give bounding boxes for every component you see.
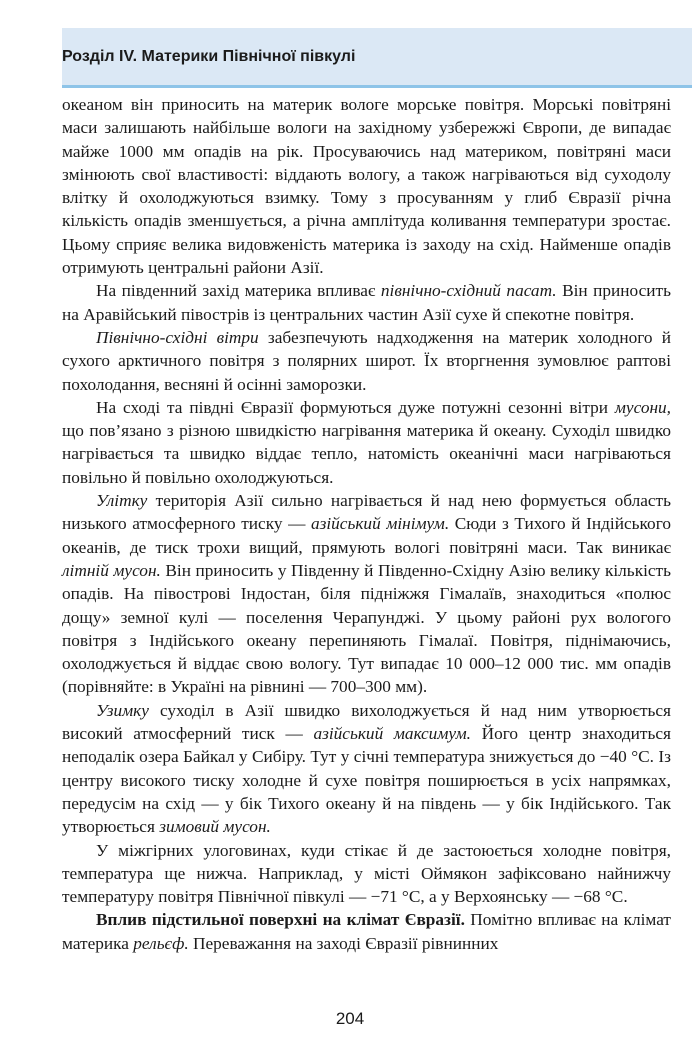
text-run: Він приносить у Південну й Південно-Східну Азію велику кількість опадів. На півострові Індостан, біля підніжжя Гімалаїв, знаходиться «полюс дощу» земної кулі — поселення Черапунджі. У цьому районі рух вологого повітря з Індійського океану перепиняють Гімалаї. Повітря, піднімаючись, охолоджується й віддає свою вологу. Тут випадає 10 000–12 000 тис. мм опадів (порівняйте: в Україні на рівнині — 700–300 мм). [62,560,671,697]
text-run: суходіл в Азії швидко вихолоджується й над ним утворюється високий атмосферний тиск — [62,700,671,744]
text-run: На південний захід материка впливає [96,281,381,301]
italic-term: літній мусон. [62,560,161,580]
text-run: Переважання на заході Євразії рівнинних [188,933,499,953]
paragraph [62,489,671,699]
italic-term: зимовий мусон. [159,817,271,837]
paragraph [62,396,671,489]
text-run: що пов’язано з різною швидкістю нагрівання материка й океану. Суходіл швидко нагрівається та швидко віддає тепло, натомість океанічні маси нагріваються повільно й повільно охолоджуються. [62,421,671,487]
bold-subheading: Вплив підстильної поверхні на клімат Євразії. [96,910,465,930]
italic-term: мусони, [614,397,671,417]
text-run: У міжгірних улоговинах, куди стікає й де застоюється холодне повітря, температура ще нижча. Наприклад, у місті Оймякон зафіксовано найнижчу температуру повітря Північної півкулі — −71 °С, а у Верхоянську — −68 °С. [62,840,671,907]
paragraph [62,326,671,396]
chapter-title: Розділ IV. Материки Північної півкулі [62,48,356,65]
text-run: Помітно впливає на клімат материка [62,910,671,953]
body-text [62,93,671,955]
header-divider [62,85,692,88]
text-run: Він приносить на Аравійський півострів із центральних частин Азії сухе й спекотне повітря. [62,281,671,324]
page-number: 204 [335,1009,365,1028]
italic-term: північно-східний пасат. [380,281,557,301]
paragraph [62,699,671,839]
paragraph [62,93,671,279]
chapter-header [62,28,692,88]
paragraph [62,908,671,955]
text-run: територія Азії сильно нагрівається й над нею формується область низького атмосферного тиску — [62,491,671,534]
italic-term: азійський максимум. [313,724,471,744]
text-run: Сюди з Тихого й Індійського океанів, де тиск трохи вищий, прямують вологі повітряні маси. Так виникає [62,514,671,557]
text-run: На сході та півдні Євразії формуються дуже потужні сезонні вітри [96,397,615,417]
paragraph [62,839,671,909]
text-run: забезпечують надходження на материк холодного й сухого арктичного повітря з полярних широт. Їх вторгнення зумовлює раптові похолодання, весняні й осінні заморозки. [62,327,671,394]
paragraph [62,279,671,326]
italic-term: азійський мінімум. [310,514,450,534]
italic-term: Північно-східні вітри [96,327,259,347]
italic-term: рельєф. [133,933,189,953]
text-run: Його центр знаходиться неподалік озера Байкал у Сибіру. Тут у січні температура знижується до −40 °С. Із центру високого тиску холодне й сухе повітря поширюється в усіх напрямках, передусім на схід — у бік Тихого океану й на південь — у бік Індійського. Так утворюється [62,724,671,837]
italic-term: Улітку [96,491,148,511]
italic-term: Узимку [96,700,149,720]
text-run: океаном він приносить на материк вологе морське повітря. Морські повітряні маси залишають найбільше вологи на західному узбережжі Європи, де випадає майже 1000 мм опадів на рік. Просуваючись над материком, повітряні маси змінюють свої властивості: віддають вологу, а також нагріваються від суходолу влітку й охолоджуються взимку. Тому з просуванням у глиб Євразії річна кількість опадів зменшується, а річна амплітуда коливання температури зростає. Цьому сприяє велика видовженість материка із заходу на схід. Найменше опадів отримують центральні райони Азії. [62,95,671,278]
